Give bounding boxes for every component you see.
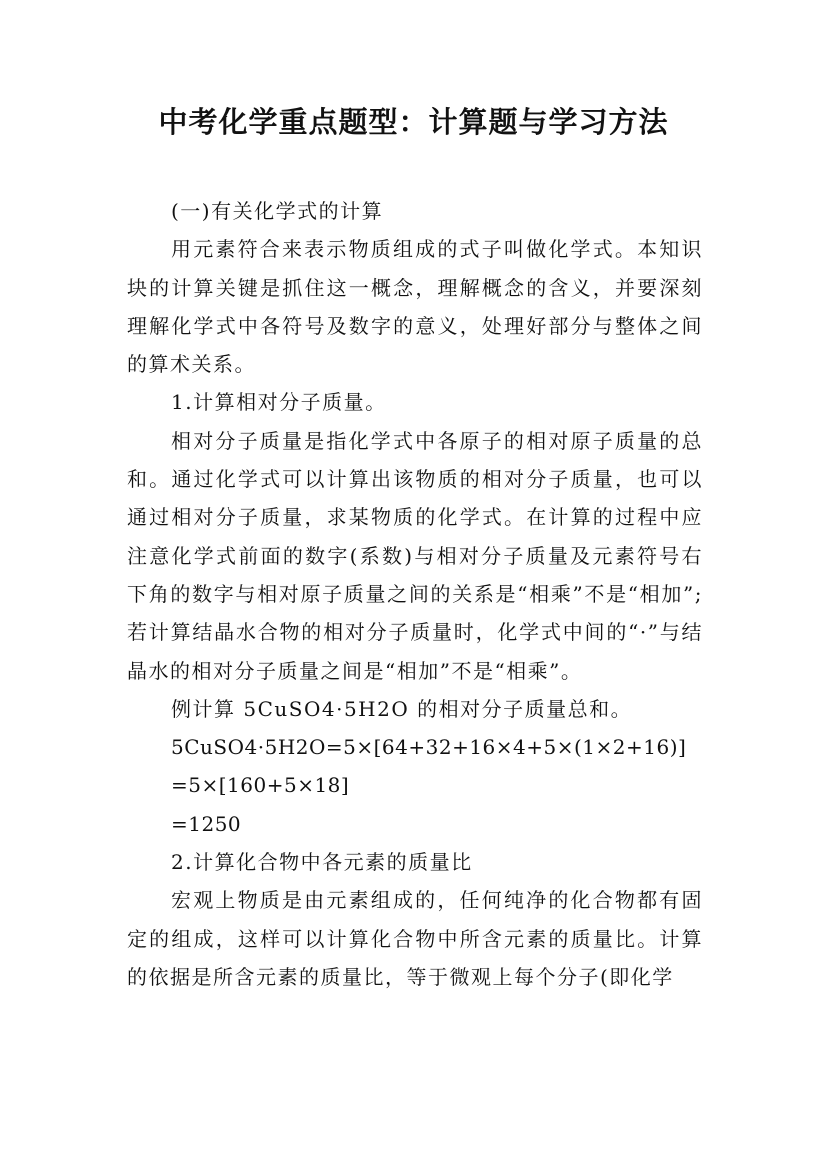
document-title: 中考化学重点题型：计算题与学习方法	[158, 105, 669, 139]
formula-line: =5×[160+5×18]	[171, 773, 350, 798]
formula-result: =1250	[171, 811, 242, 836]
formula-line: 5CuSO4·5H2O=5×[64+32+16×4+5×(1×2+16)]	[171, 735, 687, 760]
example-line: 例计算 5CuSO4·5H2O 的相对分子质量总和。	[171, 696, 633, 721]
body-paragraph: 用元素符合来表示物质组成的式子叫做化学式。本知识块的计算关键是抓住这一概念，理解概念的含义，并要深刻理解化学式中各符号及数字的意义，处理好部分与整体之间的算术关系。	[127, 237, 703, 377]
document-body	[127, 192, 703, 996]
subsection-heading: 1.计算相对分子质量。	[171, 390, 387, 415]
body-paragraph: 相对分子质量是指化学式中各原子的相对原子质量的总和。通过化学式可以计算出该物质的相对分子质量，也可以通过相对分子质量，求某物质的化学式。在计算的过程中应注意化学式前面的数字(系数)与相对分子质量及元素符号右下角的数字与相对原子质量之间的关系是“相乘”不是“相加”;若计算结晶水合物的相对分子质量时，化学式中间的“·”与结晶水的相对分子质量之间是“相加”不是“相乘”。	[127, 428, 703, 683]
subsection-heading: 2.计算化合物中各元素的质量比	[171, 850, 473, 875]
body-paragraph: 宏观上物质是由元素组成的，任何纯净的化合物都有固定的组成，这样可以计算化合物中所含元素的质量比。计算的依据是所含元素的质量比，等于微观上每个分子(即化学	[127, 888, 703, 989]
section-heading: (一)有关化学式的计算	[171, 199, 384, 223]
